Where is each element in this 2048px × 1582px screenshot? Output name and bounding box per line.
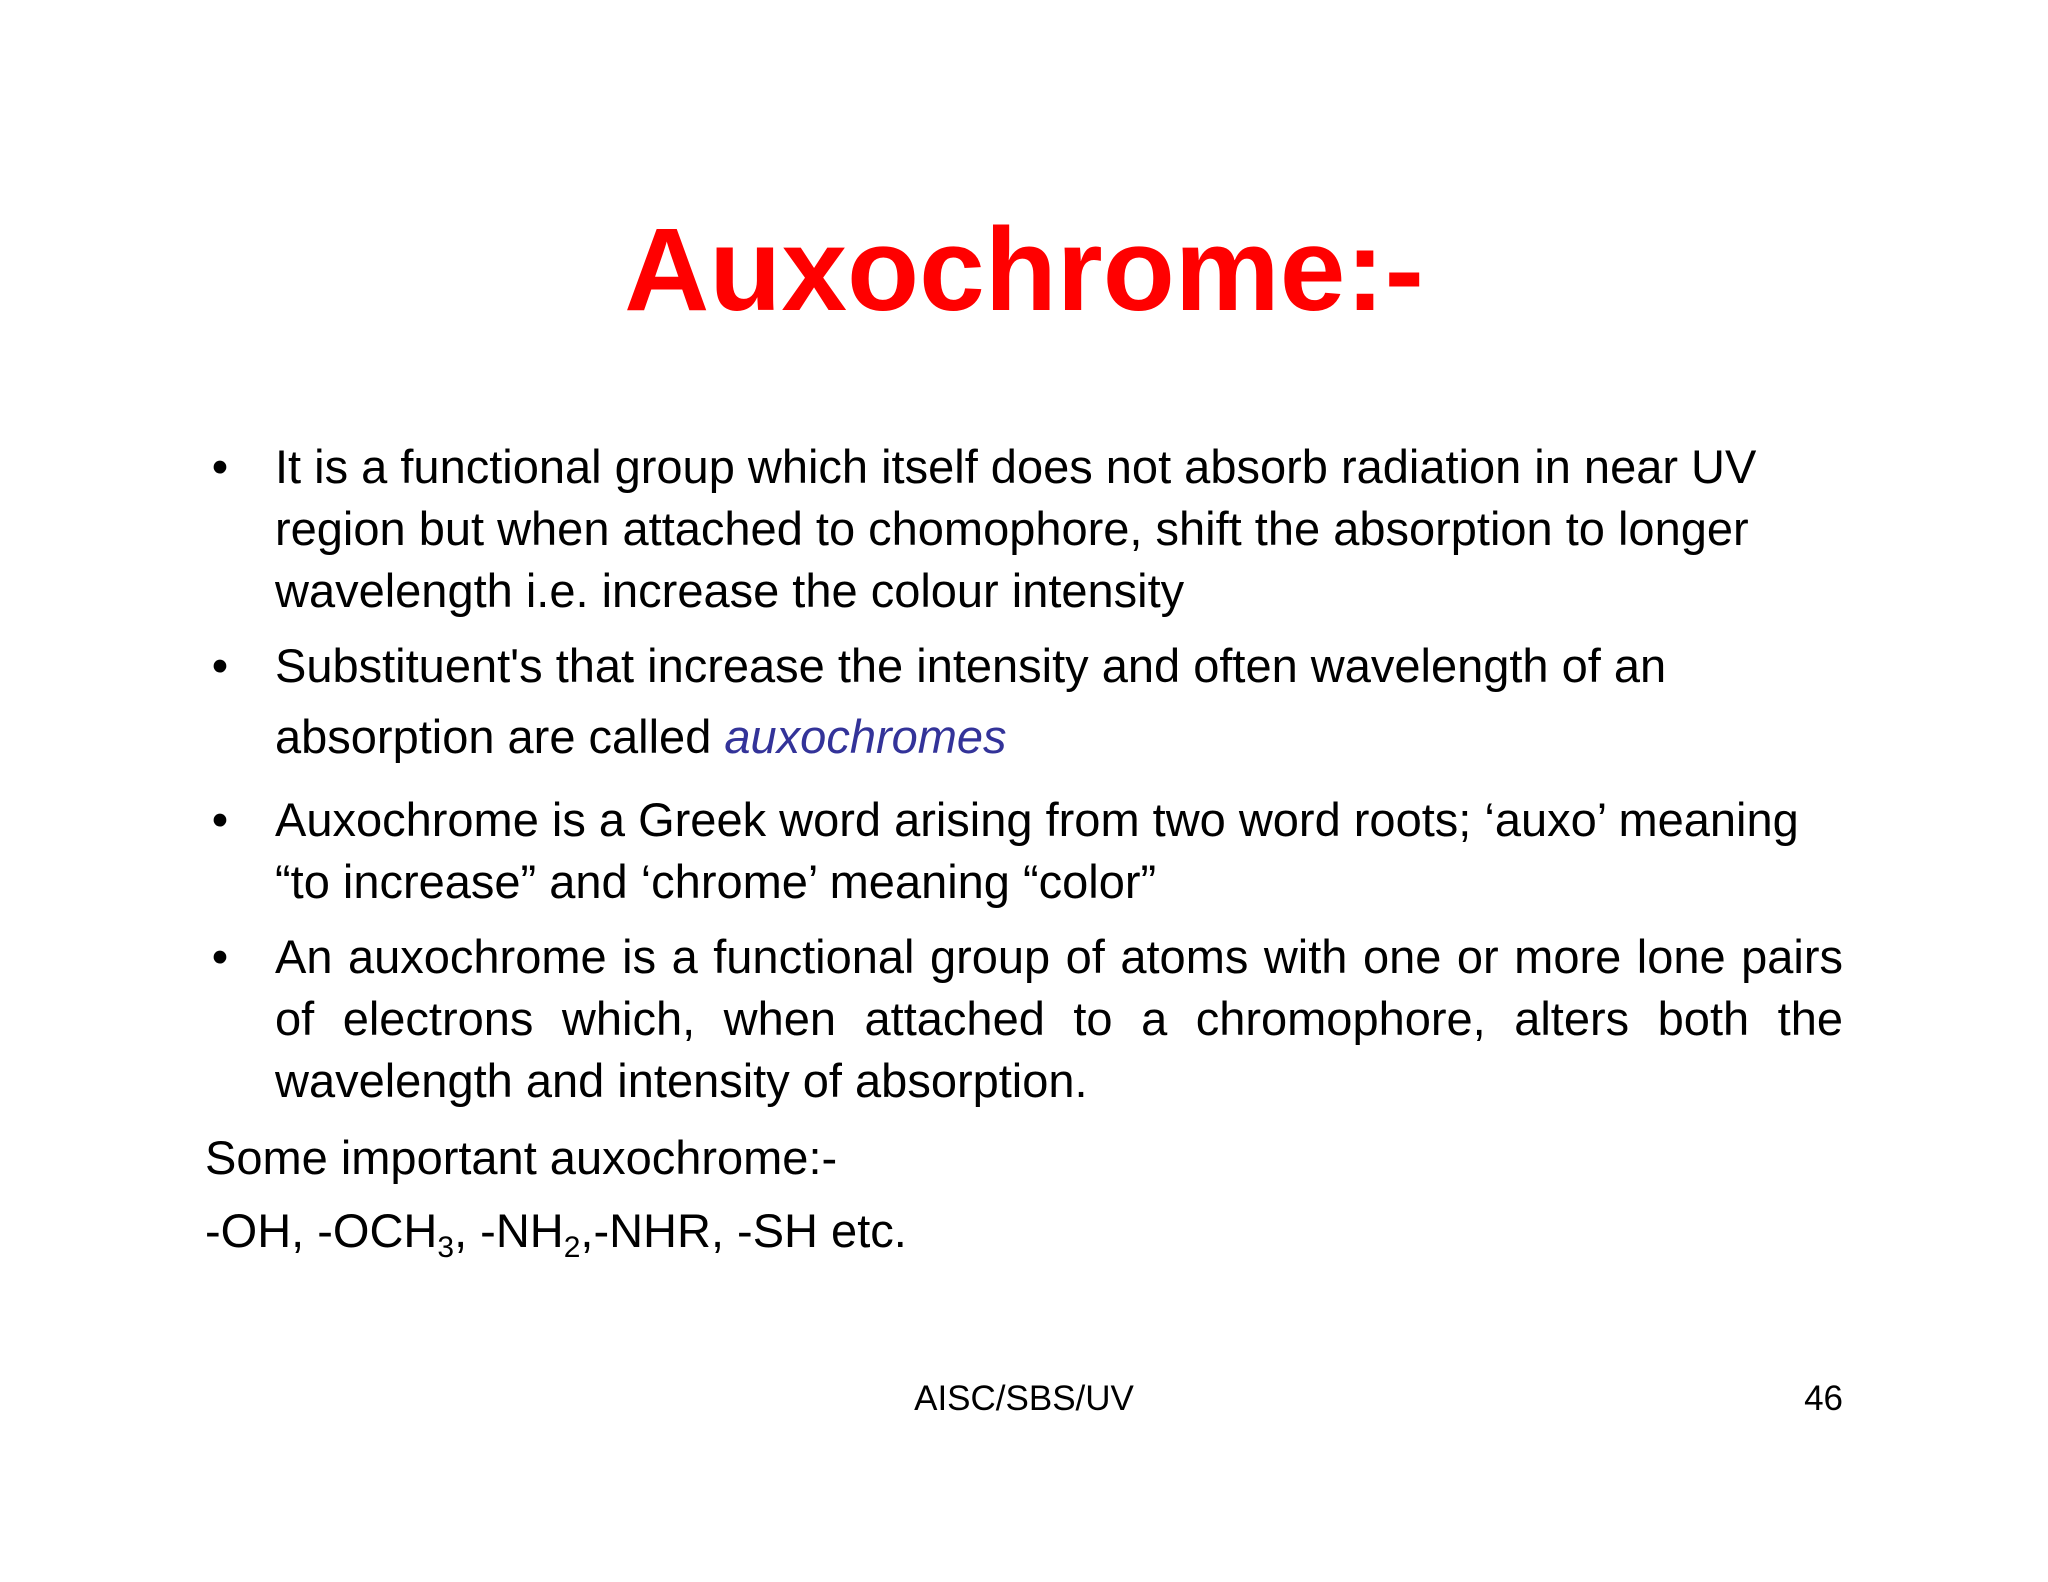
slide-title: Auxochrome:- [624,204,1424,336]
bullet-text: Auxochrome is a Greek word arising from two word roots; ‘auxo’ meaning “to increase” and ‘chrome’ meaning “color” [275,793,1799,908]
important-auxochromes-heading: Some important auxochrome:- [205,1131,838,1184]
group-text: , -NH [454,1204,564,1257]
emphasized-term: auxochromes [724,710,1007,763]
bullet-text-line: absorption are called [275,710,725,763]
bullet-icon: • [211,930,229,983]
bullet-icon: • [211,793,229,846]
list-item [205,926,1843,1112]
group-text: ,-NHR, -SH etc. [580,1204,907,1257]
bullet-icon: • [211,639,229,692]
bullet-list [205,436,1843,1112]
list-item [205,789,1843,913]
list-item [205,436,1843,622]
bullet-text: An auxochrome is a functional group of atoms with one or more lone pairs of electrons which, when attached to a chromophore, alters both the wavelength and intensity of absorption. [275,930,1843,1107]
list-item [205,635,1843,777]
bullet-text: It is a functional group which itself does not absorb radiation in near UV region but when attached to chomophore, shift the absorption to longer wavelength i.e. increase the colour intensity [275,440,1757,617]
auxochrome-groups-line [205,1200,907,1262]
bullet-icon: • [211,440,229,493]
subscript: 3 [437,1231,455,1264]
footer-label: AISC/SBS/UV [914,1379,1134,1418]
subscript: 2 [563,1231,581,1264]
bullet-text-line: Substituent's that increase the intensity and often wavelength of an [275,639,1667,692]
group-text: -OH, -OCH [205,1204,438,1257]
page-number: 46 [1804,1379,1843,1418]
